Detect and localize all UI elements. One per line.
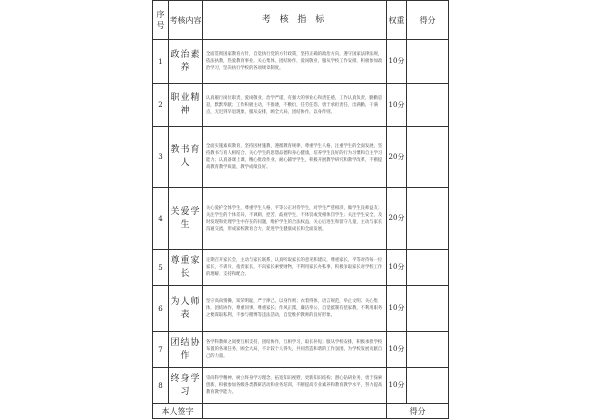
table-row xyxy=(153,188,449,250)
row-weight: 20分 xyxy=(387,188,407,250)
row-description: 坚守高尚情操，知荣明耻，严于律己，以身作则；衣着得体，语言规范，举止文明；关心集体，团结协作，尊重同事，尊重家长；作风正派，廉洁奉公，自觉抵制有偿家教，不利用职务之便谋取私利，不参与赌博等违法活动，自觉维护教师的良好形象。 xyxy=(203,286,387,332)
row-score-cell[interactable] xyxy=(407,332,449,368)
header-seq: 序号 xyxy=(153,1,169,40)
table-row xyxy=(153,127,449,188)
row-score-cell[interactable] xyxy=(407,127,449,188)
row-description: 定期召开家长会，主动与家长联系，认真听取家长的意见和建议，尊重家长，平等对待每一位家长，不训斥、指责家长，不向家长索要财物，不利用家长办私事，积极争取家长对学校工作的理解、支持和配合。 xyxy=(203,250,387,286)
header-indicator: 考 核 指 标 xyxy=(203,1,387,40)
row-item: 职业精神 xyxy=(169,84,203,127)
row-score-cell[interactable] xyxy=(407,250,449,286)
row-score-cell[interactable] xyxy=(407,84,449,127)
header-score: 得分 xyxy=(407,1,449,40)
row-number: 1 xyxy=(153,40,169,84)
row-item: 关爱学生 xyxy=(169,188,203,250)
total-score-label: 得分 xyxy=(387,404,449,419)
row-number: 8 xyxy=(153,368,169,404)
row-score-cell[interactable] xyxy=(407,286,449,332)
table-row xyxy=(153,84,449,127)
table-row xyxy=(153,40,449,84)
row-weight: 10分 xyxy=(387,40,407,84)
signature-label: 本人签字 xyxy=(153,404,203,419)
row-description: 关心爱护全体学生，尊重学生人格，平等公正对待学生，对学生严慈相济，做学生良师益友；关注学生的个体差异，不讽刺、挖苦、歧视学生，不体罚或变相体罚学生；关注学生安全，及时发现和处理学生中存在的问题，维护学生的合法权益，关心后进生和留守儿童，主动与家长沟通交流，形成家校教育合力，促进学生健康成长和全面发展。 xyxy=(203,188,387,250)
row-weight: 20分 xyxy=(387,127,407,188)
row-number: 7 xyxy=(153,332,169,368)
evaluation-form xyxy=(152,0,448,416)
row-weight: 10分 xyxy=(387,368,407,404)
row-number: 5 xyxy=(153,250,169,286)
row-item: 终身学习 xyxy=(169,368,203,404)
row-weight: 10分 xyxy=(387,250,407,286)
header-item: 考核内容 xyxy=(169,1,203,40)
signature-row xyxy=(153,404,449,419)
row-item: 为人师表 xyxy=(169,286,203,332)
evaluation-table xyxy=(152,0,449,419)
row-description: 全面实施素质教育，坚持因材施教，遵循教育规律，尊重学生人格，注重学生的全面发展，坚持教书与育人相结合，关心学生的思想品德和身心健康，培养学生良好的行为习惯和自主学习能力；认真备课上课，精心批改作业，耐心辅导学生，积极开展教学研究和教学改革，不断提高教育教学质量，教学成绩良好。 xyxy=(203,127,387,188)
row-number: 3 xyxy=(153,127,169,188)
table-row xyxy=(153,286,449,332)
table-row xyxy=(153,332,449,368)
row-number: 6 xyxy=(153,286,169,332)
row-description: 认真履行岗位职责，爱岗敬业，治学严谨，有强大的事业心和责任感，工作认真负责，勤勤恳恳，默默奉献；工作积极主动，不推诿，不敷衍，任劳任怨，勇于承担责任，出满勤，干满点，无迟到早退现象，服从安排，顾全大局，团结协作，以身作则。 xyxy=(203,84,387,127)
table-row xyxy=(153,368,449,404)
signature-field[interactable] xyxy=(203,404,387,419)
row-number: 2 xyxy=(153,84,169,127)
row-score-cell[interactable] xyxy=(407,40,449,84)
row-item: 教书育人 xyxy=(169,127,203,188)
row-description: 全面贯彻国家教育方针，自觉执行党的方针政策，坚持正确的政治方向，遵守国家法律法规，依法执教，热爱教育事业，关心集体，团结协作，爱岗敬业，服从学校工作安排，积极参加政治学习，坚决执行学校的各项规章制度。 xyxy=(203,40,387,84)
row-item: 团结协作 xyxy=(169,332,203,368)
header-weight: 权重 xyxy=(387,1,407,40)
row-item: 政治素养 xyxy=(169,40,203,84)
row-weight: 10分 xyxy=(387,286,407,332)
table-row xyxy=(153,250,449,286)
row-weight: 10分 xyxy=(387,84,407,127)
row-number: 4 xyxy=(153,188,169,250)
row-description: 各学科教师之间要互相支持，团结协作，互相学习，取长补短；服从学校安排，积极承担学校布置的各项任务，顾全大局，不计较个人得失，共同营造和谐的工作氛围，为学校发展贡献自己的力量。 xyxy=(203,332,387,368)
row-score-cell[interactable] xyxy=(407,368,449,404)
row-score-cell[interactable] xyxy=(407,188,449,250)
row-description: 崇尚科学精神，树立终身学习理念，拓宽知识视野，更新知识结构；潜心钻研业务，勇于探索创新，积极参加各级各类教研活动和业务培训，不断提高专业素养和教育教学水平，努力提高教育教学能力。 xyxy=(203,368,387,404)
row-weight: 10分 xyxy=(387,332,407,368)
row-item: 尊重家长 xyxy=(169,250,203,286)
header-row xyxy=(153,1,449,40)
